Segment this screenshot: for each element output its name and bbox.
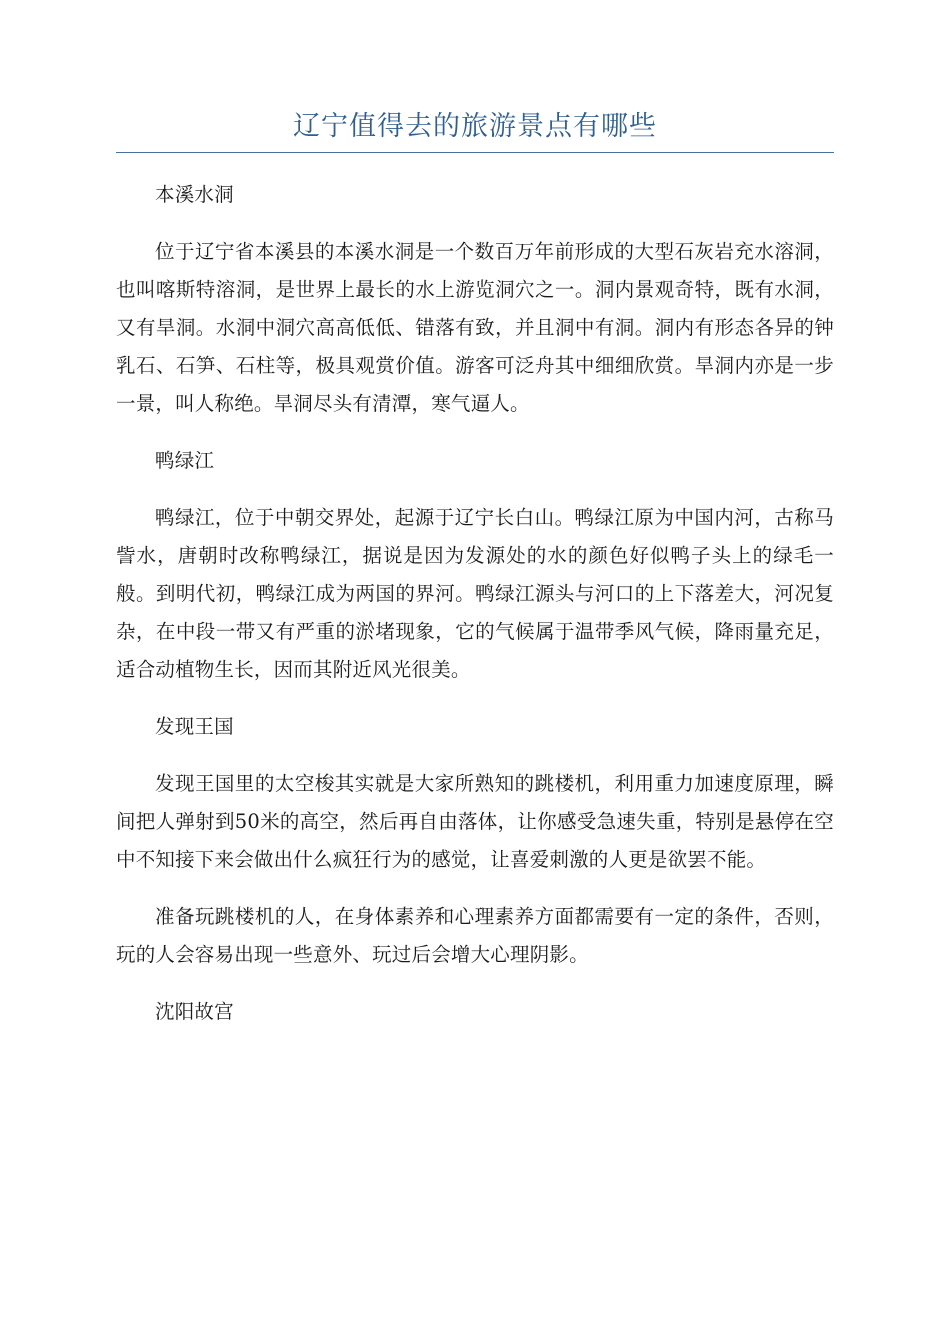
paragraph-discovery-kingdom-2: 准备玩跳楼机的人，在身体素养和心理素养方面都需要有一定的条件，否则，玩的人会容易出现一些意外、玩过后会增大心理阴影。 [116, 905, 834, 966]
section-heading-benxi-water-cave: 本溪水洞 [155, 183, 234, 206]
section-heading-shenyang-palace: 沈阳故宫 [155, 1000, 234, 1023]
title-underline [116, 152, 834, 153]
document-page [116, 108, 834, 1050]
paragraph-discovery-kingdom-1: 发现王国里的太空梭其实就是大家所熟知的跳楼机，利用重力加速度原理，瞬间把人弹射到50米的高空，然后再自由落体，让你感受急速失重，特别是悬停在空中不知接下来会做出什么疯狂行为的感觉，让喜爱刺激的人更是欲罢不能。 [116, 772, 834, 871]
document-body [116, 176, 834, 1031]
document-title: 辽宁值得去的旅游景点有哪些 [293, 111, 657, 142]
paragraph-benxi-water-cave: 位于辽宁省本溪县的本溪水洞是一个数百万年前形成的大型石灰岩充水溶洞，也叫喀斯特溶洞，是世界上最长的水上游览洞穴之一。洞内景观奇特，既有水洞，又有旱洞。水洞中洞穴高高低低、错落有致，并且洞中有洞。洞内有形态各异的钟乳石、石笋、石柱等，极具观赏价值。游客可泛舟其中细细欣赏。旱洞内亦是一步一景，叫人称绝。旱洞尽头有清潭，寒气逼人。 [116, 240, 834, 415]
section-heading-yalu-river: 鸭绿江 [155, 449, 215, 472]
paragraph-yalu-river: 鸭绿江，位于中朝交界处，起源于辽宁长白山。鸭绿江原为中国内河，古称马訾水，唐朝时改称鸭绿江，据说是因为发源处的水的颜色好似鸭子头上的绿毛一般。到明代初，鸭绿江成为两国的界河。鸭绿江源头与河口的上下落差大，河况复杂，在中段一带又有严重的淤堵现象，它的气候属于温带季风气候，降雨量充足，适合动植物生长，因而其附近风光很美。 [116, 506, 834, 681]
section-heading-discovery-kingdom: 发现王国 [155, 715, 234, 738]
